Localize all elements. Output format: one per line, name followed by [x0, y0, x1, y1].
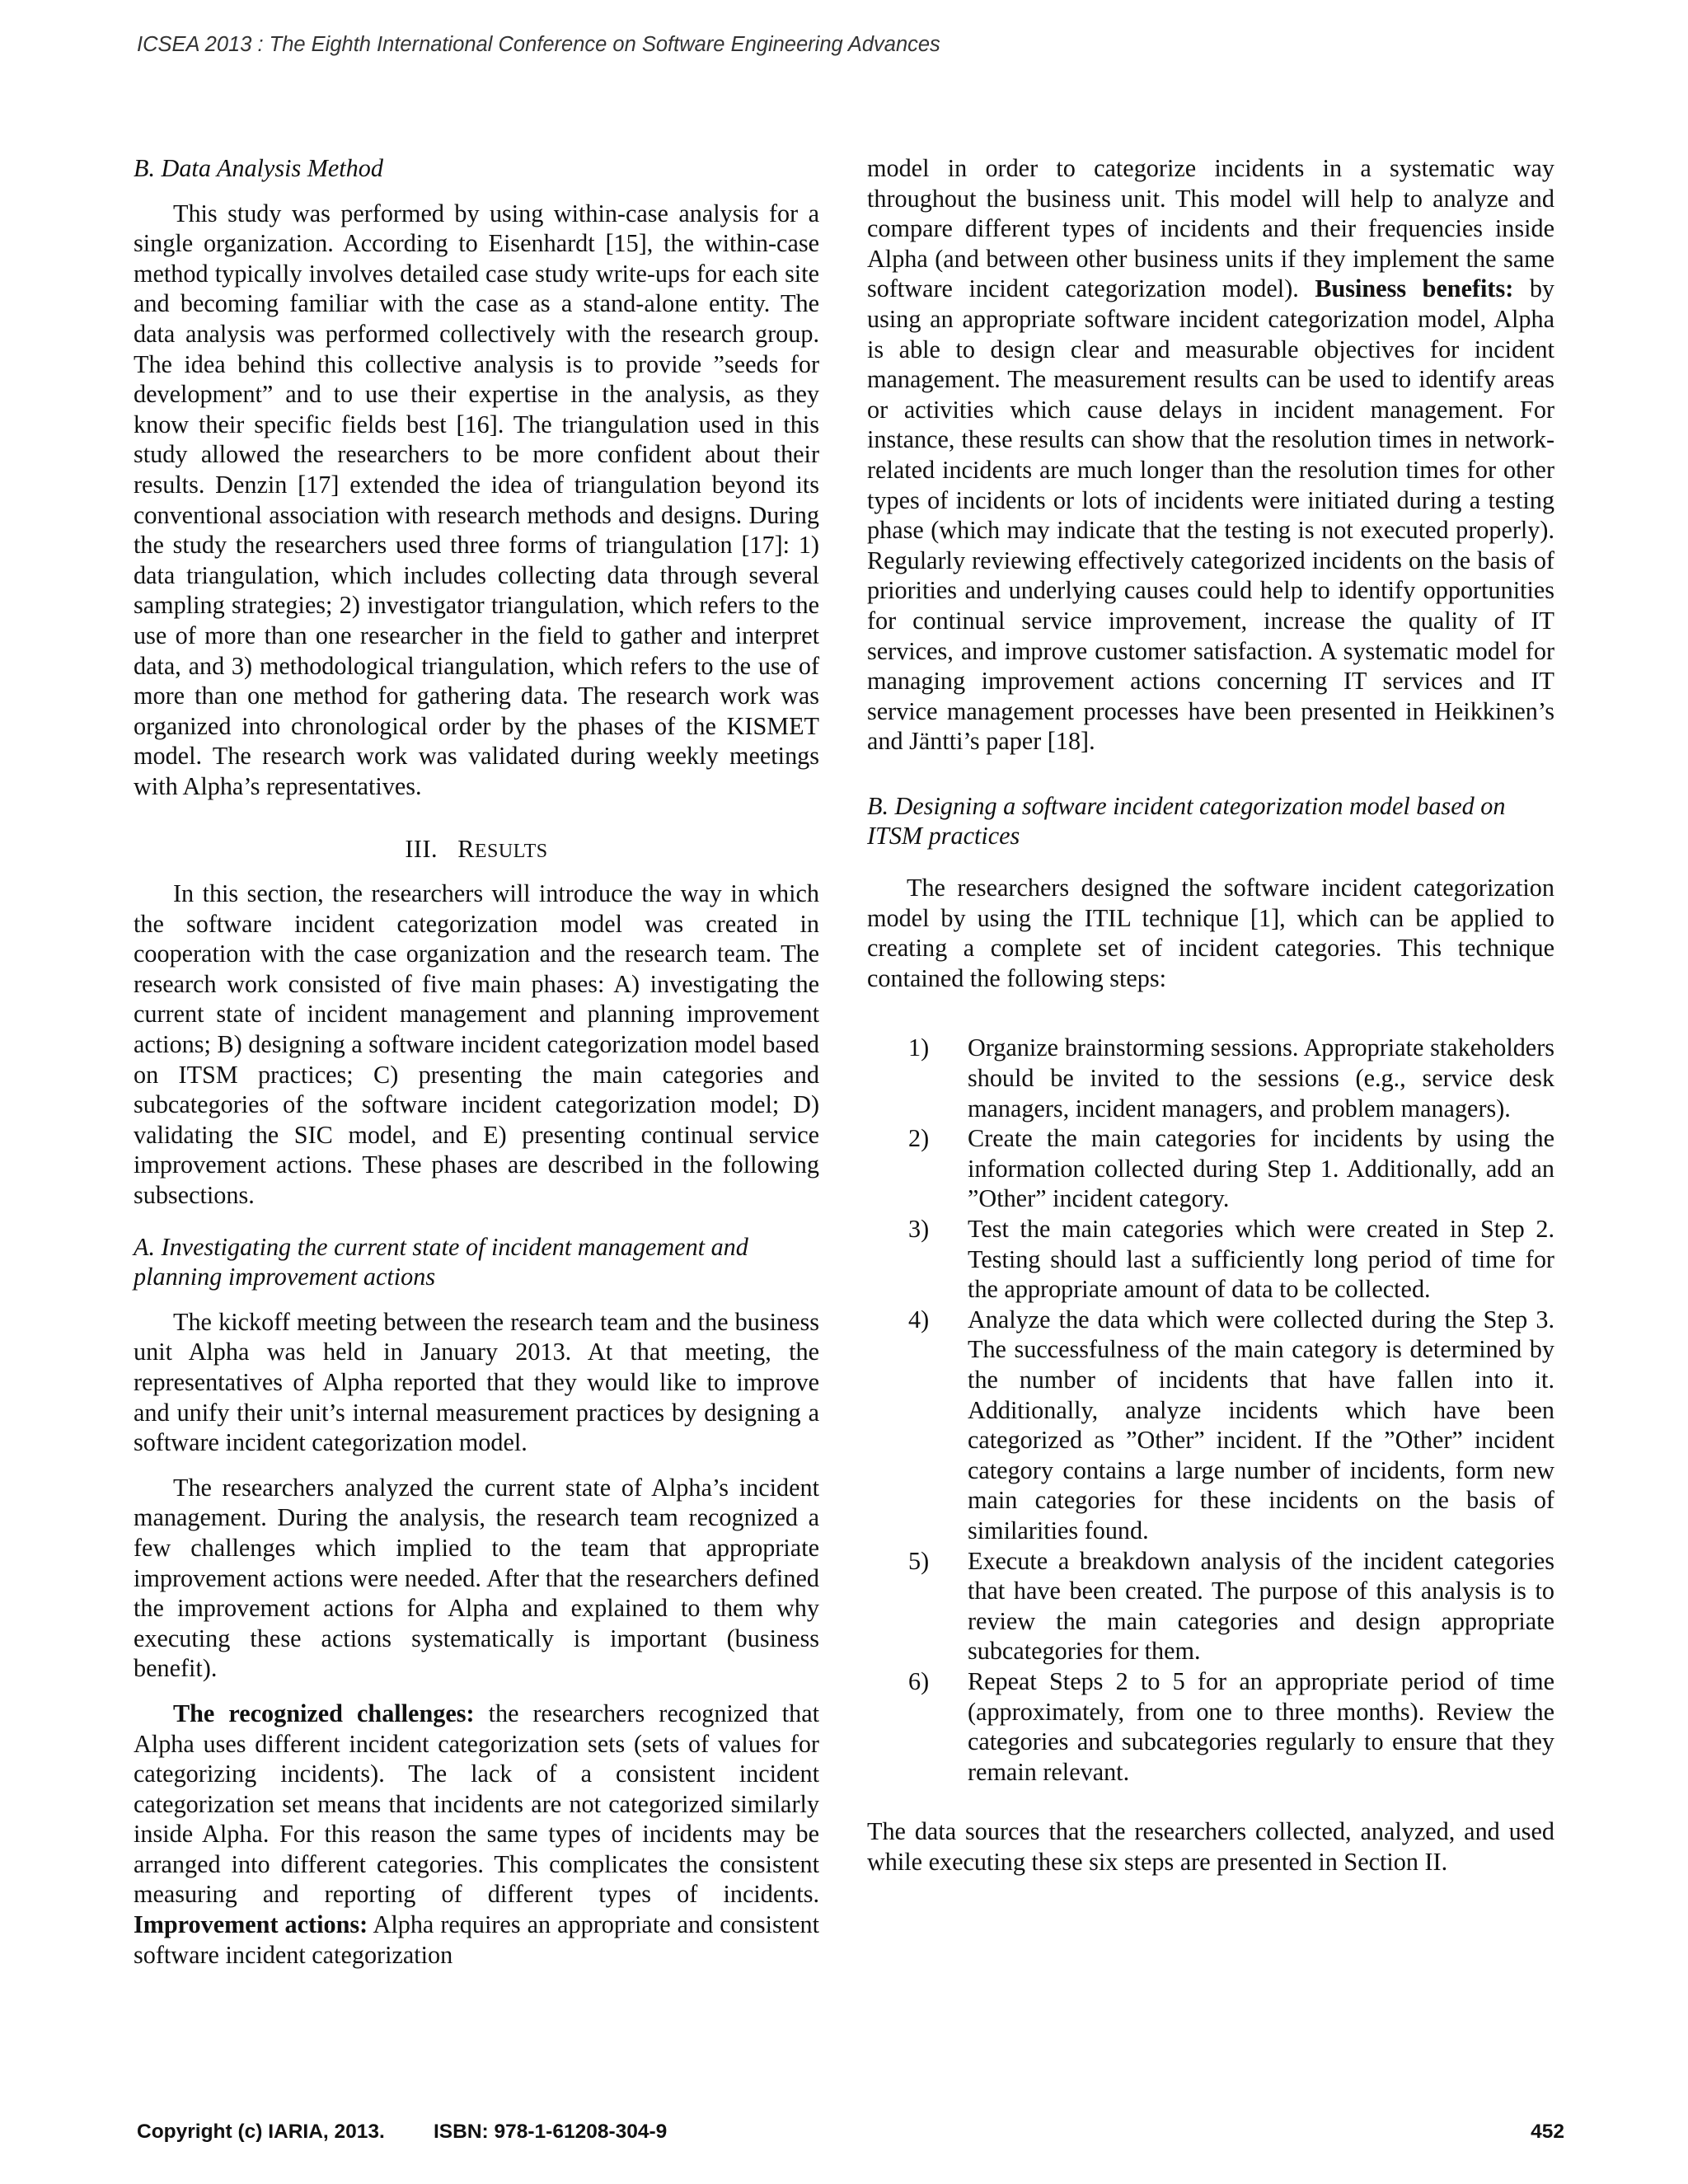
section-heading-designing: B. Designing a software incident categorization model based on ITSM practices	[867, 791, 1506, 851]
list-item	[867, 1033, 1554, 1123]
list-item	[867, 1666, 1554, 1787]
list-item	[867, 1305, 1554, 1546]
step-text: Test the main categories which were created in Step 2. Testing should last a sufficiently long period of time for the appropriate amount of data to be collected.	[968, 1215, 1554, 1304]
paragraph-current-state: The researchers analyzed the current state of Alpha’s incident management. During the analysis, the research team recognized a few challenges which implied to the team that appropriate improvement actions were needed. After that the researchers defined the improvement actions for Alpha and explained to them why executing these actions systematically is important (business benefit).	[134, 1473, 819, 1683]
step-text: Analyze the data which were collected during the Step 3. The successfulness of the main category is determined by the number of incidents that have fallen into it. Additionally, analyze incidents which have been categorized as ”Other” incident. If the ”Other” incident category contains a large number of incidents, form new main categories for these incidents on the basis of similarities found.	[968, 1305, 1554, 1544]
list-item	[867, 1123, 1554, 1214]
bold-label-challenges: The recognized challenges:	[173, 1699, 475, 1727]
step-text: Organize brainstorming sessions. Appropriate stakeholders should be invited to the sessions (e.g., service desk managers, incident managers, and problem managers).	[968, 1033, 1554, 1122]
paragraph-data-analysis: This study was performed by using within-case analysis for a single organization. According to Eisenhardt [15], the within-case method typically involves detailed case study write-ups for each site and becoming familiar with the case as a stand-alone entity. The data analysis was performed collectively with the research group. The idea behind this collective analysis is to provide ”seeds for development” and to use their expertise in the analysis, as they know their specific fields best [16]. The triangulation used in this study allowed the researchers to be more confident about their results. Denzin [17] extended the idea of triangulation beyond its conventional association with research methods and designs. During the study the researchers used three forms of triangulation [17]: 1) data triangulation, which includes collecting data through several sampling strategies; 2) investigator triangulation, which refers to the use of more than one researcher in the field to gather and interpret data, and 3) methodological triangulation, which refers to the use of more than one method for gathering data. The research work was organized into chronological order by the phases of the KISMET model. The research work was validated during weekly meetings with Alpha’s representatives.	[134, 199, 819, 800]
paragraph-closing: The data sources that the researchers collected, analyzed, and used while executing these six steps are presented in Section II.	[867, 1817, 1554, 1876]
step-number: 2)	[908, 1124, 930, 1153]
bold-label-business-benefits: Business benefits:	[1315, 274, 1514, 303]
paragraph-itil-technique: The researchers designed the software incident categorization model by using the ITIL technique [1], which can be applied to creating a complete set of incident categories. This technique contained the following steps:	[867, 874, 1554, 992]
step-number: 1)	[908, 1033, 930, 1062]
right-column	[867, 153, 1554, 1877]
step-text: Create the main categories for incidents by using the information collected during Step 1. Additionally, add an ”Other” incident category.	[968, 1124, 1554, 1213]
improvement-text: Alpha requires an appropriate and consistent software incident categorization	[134, 1910, 819, 1969]
paragraph-continued	[867, 153, 1554, 757]
paragraph-recognized-challenges	[134, 1699, 819, 1970]
step-number: 5)	[908, 1546, 930, 1575]
business-benefits-text: by using an appropriate software incident categorization model, Alpha is able to design clear and measurable objectives for incident management. The measurement results can be used to identify areas or activities which cause delays in incident management. For instance, these results can show that the resolution times in network-related incidents are much longer than the resolution times for other types of incidents or lots of incidents were initiated during a testing phase (which may indicate that the testing is not executed properly). Regularly reviewing effectively categorized incidents on the basis of priorities and underlying causes could help to identify opportunities for continual service improvement, increase the quality of IT services, and improve customer satisfaction. A systematic model for managing improvement actions concerning IT services and IT service management processes have been presented in Heikkinen’s and Jäntti’s paper [18].	[867, 274, 1554, 756]
section-heading-investigating: A. Investigating the current state of incident management and planning improvement actions	[134, 1232, 748, 1291]
step-text: Repeat Steps 2 to 5 for an appropriate period of time (approximately, from one to three months). Review the categories and subcategories regularly to ensure that they remain relevant.	[968, 1666, 1554, 1786]
paragraph-results-intro: In this section, the researchers will introduce the way in which the software incident categorization model was created in cooperation with the case organization and the research team. The research work consisted of five main phases: A) investigating the current state of incident management and planning improvement actions; B) designing a software incident categorization model based on ITSM practices; C) presenting the main categories and subcategories of the software incident categorization model; D) validating the SIC model, and E) presenting continual service improvement actions. These phases are described in the following subsections.	[134, 879, 819, 1209]
step-number: 4)	[908, 1305, 930, 1333]
section-heading-results	[134, 834, 819, 867]
challenges-text: the researchers recognized that Alpha uses different incident categorization sets (sets of values for categorizing incidents). The lack of a consistent incident categorization set means that incidents are not categorized similarly inside Alpha. For this reason the same types of incidents may be arranged into different categories. This complicates the consistent measuring and reporting of different types of incidents.	[134, 1699, 819, 1909]
bold-label-improvement: Improvement actions:	[134, 1910, 368, 1939]
paragraph-kickoff-meeting: The kickoff meeting between the research team and the business unit Alpha was held in January 2013. At that meeting, the representatives of Alpha reported that they would like to improve and unify their unit’s internal measurement practices by designing a software incident categorization model.	[134, 1307, 819, 1457]
footer-isbn: ISBN: 978-1-61208-304-9	[434, 2121, 668, 2143]
results-initial: R	[457, 835, 475, 864]
step-text: Execute a breakdown analysis of the incident categories that have been created. The purpose of this analysis is to review the main categories and design appropriate subcategories for them.	[968, 1546, 1554, 1666]
left-column	[134, 153, 819, 1970]
step-number: 6)	[908, 1666, 930, 1695]
page-number: 452	[1531, 2121, 1564, 2143]
results-numeral: III.	[405, 835, 438, 864]
continued-text: model in order to categorize incidents in a systematic way throughout the business unit. This model will help to analyze and compare different types of incidents and their frequencies inside Alpha (and between other business units if they implement the same software incident categorization model).	[867, 154, 1554, 303]
list-item	[867, 1214, 1554, 1305]
results-smallcaps: ESULTS	[474, 841, 548, 863]
list-item	[867, 1546, 1554, 1666]
running-header: ICSEA 2013 : The Eighth International Conference on Software Engineering Advances	[137, 33, 940, 56]
steps-list	[867, 1033, 1554, 1787]
step-number: 3)	[908, 1215, 930, 1243]
section-heading-data-analysis: B. Data Analysis Method	[134, 154, 383, 182]
footer-copyright: Copyright (c) IARIA, 2013.	[137, 2121, 385, 2143]
